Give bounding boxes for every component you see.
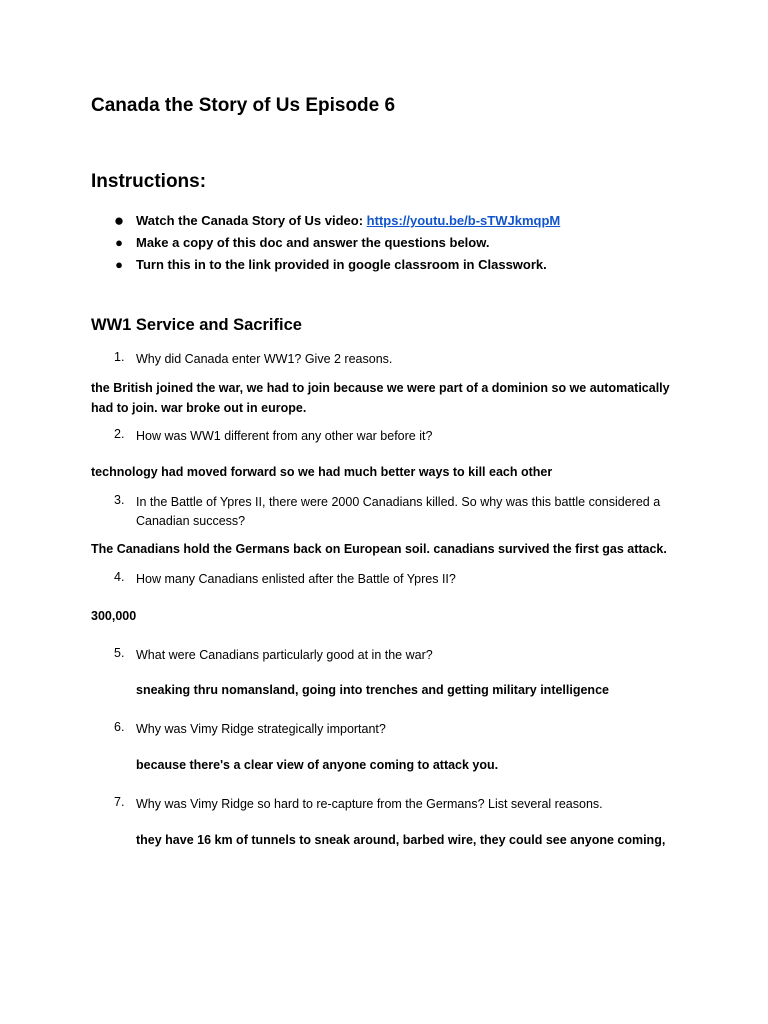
question-text: How was WW1 different from any other war before it? — [136, 429, 433, 443]
instruction-item: ● Watch the Canada Story of Us video: https://youtu.be/b-sTWJkmqpM — [113, 211, 561, 230]
answer-2: technology had moved forward so we had much better ways to kill each other — [91, 465, 553, 479]
bullet-icon: ● — [113, 211, 125, 230]
question-text: Why was Vimy Ridge strategically important? — [136, 722, 386, 736]
question-text: What were Canadians particularly good at in the war? — [136, 648, 433, 662]
section-heading: WW1 Service and Sacrifice — [91, 316, 302, 334]
video-link[interactable]: https://youtu.be/b-sTWJkmqpM — [366, 213, 561, 228]
bullet-icon: ● — [115, 235, 123, 250]
document-title: Canada the Story of Us Episode 6 — [91, 95, 396, 116]
instruction-item: ● Turn this in to the link provided in google classroom in Classwork. — [112, 254, 560, 276]
question-text: Canadian success? — [136, 514, 246, 528]
question-number: 7. — [114, 795, 125, 809]
instructions-list — [112, 210, 560, 276]
question-text: Why was Vimy Ridge so hard to re-capture from the Germans? List several reasons. — [136, 797, 603, 811]
answer-7: they have 16 km of tunnels to sneak around, barbed wire, they could see anyone coming, — [136, 833, 666, 847]
answer-6: because there's a clear view of anyone coming to attack you. — [136, 758, 499, 772]
instruction-item: ● Make a copy of this doc and answer the questions below. — [112, 232, 560, 254]
question-text: How many Canadians enlisted after the Battle of Ypres II? — [136, 572, 456, 586]
bullet-icon: ● — [115, 257, 123, 272]
question-number: 2. — [114, 427, 125, 441]
answer-3: The Canadians hold the Germans back on European soil. canadians survived the first gas attack. — [91, 542, 667, 556]
question-number: 5. — [114, 646, 125, 660]
question-number: 3. — [114, 493, 125, 507]
answer-5: sneaking thru nomansland, going into trenches and getting military intelligence — [136, 683, 609, 697]
instructions-heading: Instructions: — [91, 171, 207, 192]
question-number: 1. — [114, 350, 125, 364]
answer-1: the British joined the war, we had to join because we were part of a dominion so we automatically had to join. war broke out in europe. — [91, 381, 670, 415]
answer-4: 300,000 — [91, 609, 137, 623]
question-number: 4. — [114, 570, 125, 584]
question-number: 6. — [114, 720, 125, 734]
question-text: Why did Canada enter WW1? Give 2 reasons. — [136, 352, 393, 366]
question-text: In the Battle of Ypres II, there were 2000 Canadians killed. So why was this battle considered a — [136, 495, 661, 509]
